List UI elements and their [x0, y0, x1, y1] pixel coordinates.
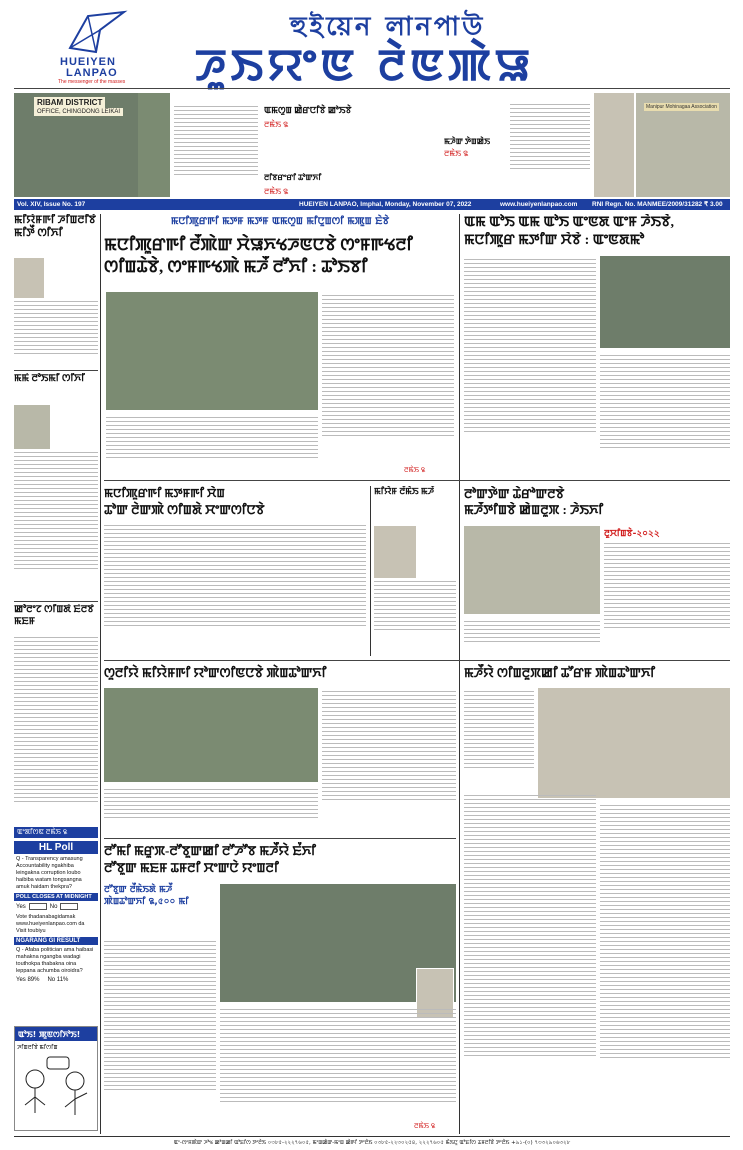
top-right-blurb — [510, 101, 590, 193]
result-no: No 11% — [47, 977, 69, 983]
logo-emblem — [66, 8, 128, 56]
title-main: ꯍꯨꯏꯌꯦꯟ ꯂꯥꯟꯄꯥꯎ — [195, 40, 535, 91]
poll-yes-box[interactable] — [29, 903, 47, 910]
mid-2-photo — [374, 526, 416, 578]
mid-1-head-1: ꯃꯅꯤꯄꯨꯔꯒꯤ ꯃꯇꯝꯒꯤ ꯆꯥꯡ — [104, 486, 225, 500]
footer-bar — [14, 1136, 730, 1148]
right-2-photo — [464, 526, 600, 614]
dateline-web: www.hueiyenlanpao.com — [500, 201, 578, 208]
edition-tag[interactable]: ꯑꯦꯗꯤꯁꯟ ꯂꯃꯥꯏ ꯲ — [14, 827, 98, 838]
poll-yes-label: Yes — [16, 903, 26, 910]
mid-3-text-right — [322, 688, 456, 832]
lead-head-2: ꯁꯤꯡꯊꯥꯕꯥ, ꯁꯦꯝꯒꯠꯄꯥ ꯃꯍꯩ ꯂꯧꯈꯤ : ꯊꯣꯏꯕꯤ — [104, 257, 368, 276]
bottom-text-right — [220, 1006, 456, 1132]
top-strip — [14, 88, 730, 198]
right-2-head-2: ꯃꯍꯩꯇꯤꯡꯕꯥ ꯀꯥꯡꯂꯨꯞ : ꯍꯥꯏꯈꯤ — [464, 502, 604, 517]
right-2-text-left — [464, 618, 600, 654]
mid-1-text — [104, 522, 366, 652]
mid-story-2[interactable] — [374, 486, 456, 656]
logo-tagline: The messenger of the masses — [58, 79, 126, 85]
teaser-3-head: ꯂꯤꯕꯔꯦꯔꯤ ꯊꯣꯛꯈꯤ — [264, 173, 322, 182]
right-3-text-left — [464, 688, 534, 788]
mid-story-1[interactable] — [104, 486, 366, 656]
mid-story-3[interactable] — [104, 664, 456, 834]
bottom-story[interactable] — [104, 842, 456, 1134]
right-2-badge: ꯂꯨꯆꯤꯡꯕꯥ-২০২২ — [604, 529, 660, 539]
seminar-banner: Manipur Mohinagaa Association — [646, 104, 717, 110]
top-photo-left — [14, 93, 142, 197]
cartoon-box — [14, 1026, 98, 1131]
right-3-photo — [538, 688, 730, 798]
left-1-head: ꯃꯤꯌꯥꯝꯒꯤ ꯍꯤꯡꯂꯤꯕꯥ ꯃꯤꯇꯩ ꯁꯤꯈꯤ — [14, 214, 96, 239]
right-2-text-right — [604, 540, 730, 654]
teaser-3[interactable] — [264, 171, 504, 197]
right-story-2[interactable] — [464, 486, 730, 656]
right-2-head-1: ꯂꯣꯛꯇꯥꯛ ꯊꯥꯔꯣꯛꯂꯕꯥ — [464, 486, 565, 501]
logo-name-2: LANPAO — [66, 67, 118, 79]
teaser-2-page: ꯂꯃꯥꯏ ꯲ — [444, 149, 469, 158]
teaser-2[interactable] — [444, 135, 514, 159]
bird-logo-icon — [66, 8, 128, 56]
cartoon-caption: ꯍꯤꯡꯂꯤꯕꯥ ꯃꯤꯁꯤꯡ — [17, 1045, 58, 1051]
cartoon-title: ꯑꯣꯏ! ꯄꯨꯟꯁꯤꯈꯣꯏ! — [15, 1027, 97, 1041]
dateline-rni: RNI Regn. No. MANMEE/2009/31282 — [592, 201, 703, 208]
top-left-blurb — [174, 103, 258, 195]
teaser-1-page: ꯂꯃꯥꯏ ꯲ — [264, 120, 289, 129]
right-3-text-col1 — [464, 792, 596, 1132]
footer-text: ꯑꯦ-ꯁꯦꯝꯄꯥꯛ ꯍꯣꯠ ꯀꯣꯡꯀꯤ ꯑꯣꯐꯤꯁ ꯇꯦꯂꯥꯏ ০৩৮৫-২২২৭৬০৫, ꯃꯦꯡꯀꯥꯛ-ꯃꯦꯡ ꯀꯥꯒꯤ ꯇꯦꯂꯥꯏ ০৩৮৫-২২৩০২৫৪, ২২২৭৬০৫ ꯃꯥꯏꯅꯨ ꯑꯣꯐꯤꯁ ꯊꯝꯂꯤꯕꯥ ꯇꯦꯂꯥꯏ +৯১-(০) ৭৩৩২৯০৬৩২৮ — [173, 1140, 571, 1146]
poll-no-label: No — [49, 903, 58, 910]
right-story-3[interactable] — [464, 664, 730, 1134]
bottom-continued[interactable]: ꯂꯃꯥꯏ ꯲ — [414, 1122, 436, 1130]
lead-text-right — [322, 292, 454, 474]
poll-title: HL Poll — [14, 841, 98, 854]
left-1-photo — [14, 258, 44, 298]
bottom-text-left — [104, 938, 216, 1132]
masthead — [0, 0, 743, 91]
left-2-head: ꯃꯃꯥ ꯂꯣꯏꯃꯤ ꯁꯤꯈꯤ — [14, 373, 85, 384]
lead-continued[interactable]: ꯂꯃꯥꯏ ꯲ — [404, 466, 426, 474]
poll-instructions[interactable]: Vote thadanabagidamak www.hueiyenlanpao.com da Visit toubiyu — [16, 914, 85, 934]
lead-story[interactable] — [104, 214, 456, 476]
dateline-price: ₹ 3.00 — [704, 201, 723, 208]
lead-kicker: ꯃꯅꯤꯄꯨꯔꯒꯤ ꯃꯇꯝ ꯃꯇꯝ ꯑꯃꯁꯨꯡ ꯃꯤꯅꯨꯡꯁꯤ ꯃꯄꯨꯡ ꯐꯥꯕꯥ — [170, 216, 390, 227]
bottom-sub: ꯂꯧꯕꯨꯛ ꯂꯩꯃꯥꯏꯗꯥ ꯃꯍꯩ ꯄꯥꯡꯊꯣꯛꯈꯤ ꯲,৫০০ ꯃꯤ — [104, 885, 189, 907]
lead-head-1: ꯃꯅꯤꯄꯨꯔꯒꯤ ꯂꯩꯄꯥꯛ ꯆꯥꯎꯈꯠꯍꯟꯅꯕꯥ ꯁꯦꯝꯒꯠꯂꯤ — [104, 235, 413, 254]
result-question: Q - Afaba politician ama haibasi mahakna ngangba wadagi touthokpa thabakna oina leppana achumba oiroidra? — [16, 947, 94, 974]
mid-3-text-bottom — [104, 786, 318, 832]
left-2-photo — [14, 405, 50, 449]
left-3-head: ꯀꯣꯂꯦꯖ ꯁꯤꯡꯗꯥ ꯐꯪꯂꯕꯥ ꯃꯐꯝ — [14, 604, 94, 627]
dateline-bar — [14, 199, 730, 210]
teaser-3-page: ꯂꯃꯥꯏ ꯲ — [264, 187, 289, 196]
dateline-center: HUEIYEN LANPAO, Imphal, Monday, November 07, 2022 — [299, 201, 472, 208]
mid-2-head: ꯃꯤꯌꯥꯝ ꯂꯩꯃꯥꯏ ꯃꯍꯩ — [374, 486, 435, 496]
right-1-text-left — [464, 256, 596, 476]
result-title: NGARANG GI RESULT — [14, 937, 98, 945]
mid-1-head-2: ꯊꯣꯛ ꯂꯥꯛꯄꯥ ꯁꯤꯡꯗꯥ ꯆꯦꯛꯁꯤꯅꯕꯥ — [104, 502, 265, 517]
bottom-head-2: ꯂꯧꯕꯨꯛ ꯃꯐꯝ ꯊꯝꯂꯤ ꯆꯦꯛꯅꯥ ꯌꯦꯡꯂꯤ — [104, 860, 279, 875]
mid-2-text — [374, 578, 456, 648]
lead-photo — [106, 292, 318, 410]
top-photo-right-1 — [594, 93, 634, 197]
poll-no-box[interactable] — [60, 903, 78, 910]
hl-poll — [14, 827, 98, 1022]
left-3-text — [14, 634, 98, 844]
photo-banner: RIBAM DISTRICT — [34, 97, 105, 108]
right-story-1[interactable] — [464, 214, 730, 476]
title-top: হুইয়েন লানপাউ — [290, 12, 486, 42]
right-3-head: ꯃꯍꯩꯌꯥ ꯁꯤꯡꯂꯨꯞꯀꯤ ꯊꯧꯔꯝ ꯄꯥꯡꯊꯣꯛꯈꯤ — [464, 665, 656, 680]
lead-text-bottom — [106, 414, 318, 472]
cartoon-drawing-icon — [15, 1053, 97, 1123]
top-photo-right-2 — [636, 93, 730, 197]
mid-3-head: ꯁꯨꯂꯤꯌꯥ ꯃꯤꯌꯥꯝꯒꯤ ꯌꯣꯛꯁꯤꯟꯅꯕꯥ ꯄꯥꯡꯊꯣꯛꯈꯤ — [104, 665, 327, 680]
top-photo-left-2 — [138, 93, 170, 197]
right-head-1: ꯑꯃ ꯑꯣꯏ ꯑꯃ ꯑꯣꯏ ꯑꯦꯟꯗ ꯑꯦꯝ ꯍꯥꯏꯕꯥ, — [464, 215, 674, 230]
teaser-2-head: ꯃꯍꯥꯛ ꯇꯥꯡꯀꯥꯏ — [444, 137, 490, 146]
poll-closes: POLL CLOSES AT MIDNIGHT — [14, 893, 98, 901]
photo-banner-2: OFFICE, CHINGDONG LEIKAI — [34, 108, 123, 116]
left-2-text — [14, 449, 98, 599]
result-yes: Yes 89% — [16, 977, 40, 983]
dateline-vol: Vol. XIV, Issue No. 197 — [17, 201, 86, 208]
bottom-head-1: ꯂꯧꯃꯤ ꯃꯔꯨꯞ-ꯂꯧꯕꯨꯛꯀꯤ ꯂꯧꯍꯧꯕ ꯃꯍꯩꯌꯥ ꯐꯪꯈꯤ — [104, 843, 316, 858]
poll-question: Q - Transparency amasung Accountability ngakhiba leingakna corruption loubo haibiba watam tongsangna amuk haidam thekpra? — [16, 856, 83, 890]
teaser-1-head: ꯑꯃꯁꯨꯡ ꯀꯥꯔꯅꯤꯕꯥ ꯀꯣꯏꯕꯥ — [264, 105, 352, 115]
mid-3-photo — [104, 688, 318, 782]
right-3-text-col2 — [600, 802, 730, 1132]
left-1-text — [14, 298, 98, 368]
right-head-2: ꯃꯅꯤꯄꯨꯔ ꯃꯇꯤꯛ ꯆꯥꯕꯥ : ꯑꯦꯟꯗꯃꯣ — [464, 233, 645, 248]
right-1-photo — [600, 256, 730, 348]
logo-name-1: HUEIYEN — [60, 56, 116, 68]
teaser-1[interactable] — [264, 103, 504, 130]
right-1-text-right — [600, 352, 730, 472]
